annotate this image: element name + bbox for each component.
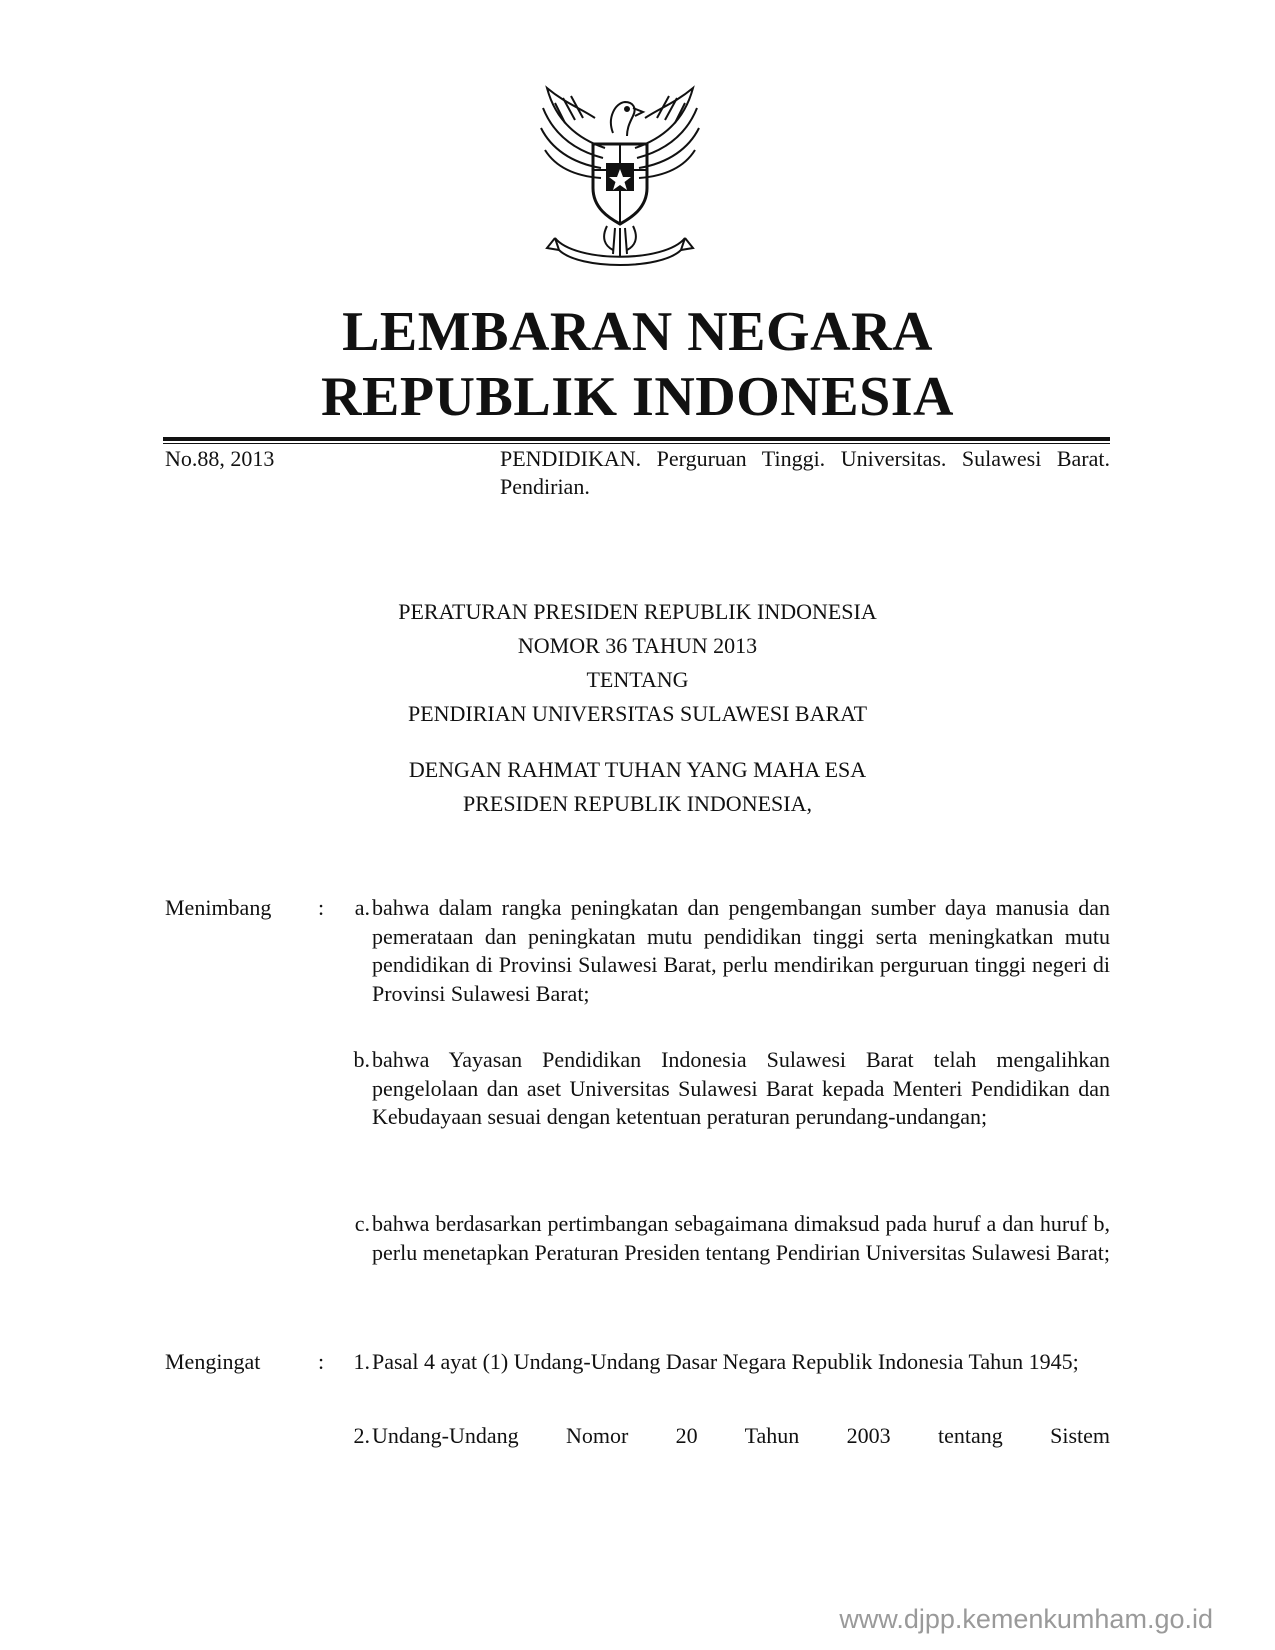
item-marker: c.: [354, 1211, 370, 1236]
mengingat-item: Pasal 4 ayat (1) Undang-Undang Dasar Negara Republik Indonesia Tahun 1945;: [372, 1349, 1079, 1374]
item-marker: 2.: [353, 1423, 370, 1448]
mengingat-colon: :: [318, 1349, 325, 1374]
item-marker: a.: [354, 895, 370, 920]
regulation-number: NOMOR 36 TAHUN 2013: [517, 633, 758, 658]
masthead-subtitle: REPUBLIK INDONESIA: [321, 366, 954, 428]
masthead-rule-thick: [163, 437, 1110, 441]
gazette-number: No.88, 2013: [165, 446, 275, 471]
footer-url: www.djpp.kemenkumham.go.id: [839, 1604, 1213, 1634]
menimbang-item: bahwa dalam rangka peningkatan dan pengembangan sumber daya manusia dan pemerataan dan peningkatan mutu pendidikan tinggi serta meningkatkan mutu pendidikan di Provinsi Sulawesi Barat, perlu mendirikan perguruan tinggi negeri di Provinsi Sulawesi Barat;: [372, 895, 1110, 1006]
menimbang-label: Menimbang: [165, 895, 272, 920]
regulation-title: PERATURAN PRESIDEN REPUBLIK INDONESIA: [398, 599, 877, 624]
masthead-rule-thin: [163, 443, 1110, 444]
regulation-about: TENTANG: [586, 667, 689, 692]
masthead-title: LEMBARAN NEGARA: [342, 301, 933, 363]
invocation: DENGAN RAHMAT TUHAN YANG MAHA ESA: [408, 757, 867, 782]
issuer: PRESIDEN REPUBLIK INDONESIA,: [463, 791, 812, 816]
item-marker: b.: [353, 1047, 370, 1072]
garuda-pancasila-emblem-icon: [535, 78, 705, 273]
menimbang-colon: :: [318, 895, 325, 920]
mengingat-label: Mengingat: [165, 1349, 261, 1374]
regulation-subject: PENDIRIAN UNIVERSITAS SULAWESI BARAT: [407, 701, 868, 726]
mengingat-item: Undang-Undang Nomor 20 Tahun 2003 tentang Sistem: [372, 1423, 1110, 1448]
menimbang-item: bahwa Yayasan Pendidikan Indonesia Sulawesi Barat telah mengalihkan pengelolaan dan aset Universitas Sulawesi Barat kepada Menteri Pendidikan dan Kebudayaan sesuai dengan ketentuan peraturan perundang-undangan;: [372, 1047, 1110, 1129]
item-marker: 1.: [353, 1349, 370, 1374]
menimbang-item: bahwa berdasarkan pertimbangan sebagaimana dimaksud pada huruf a dan huruf b, perlu menetapkan Peraturan Presiden tentang Pendirian Universitas Sulawesi Barat;: [372, 1211, 1111, 1265]
gazette-subject: PENDIDIKAN. Perguruan Tinggi. Universitas. Sulawesi Barat. Pendirian.: [500, 446, 1110, 499]
